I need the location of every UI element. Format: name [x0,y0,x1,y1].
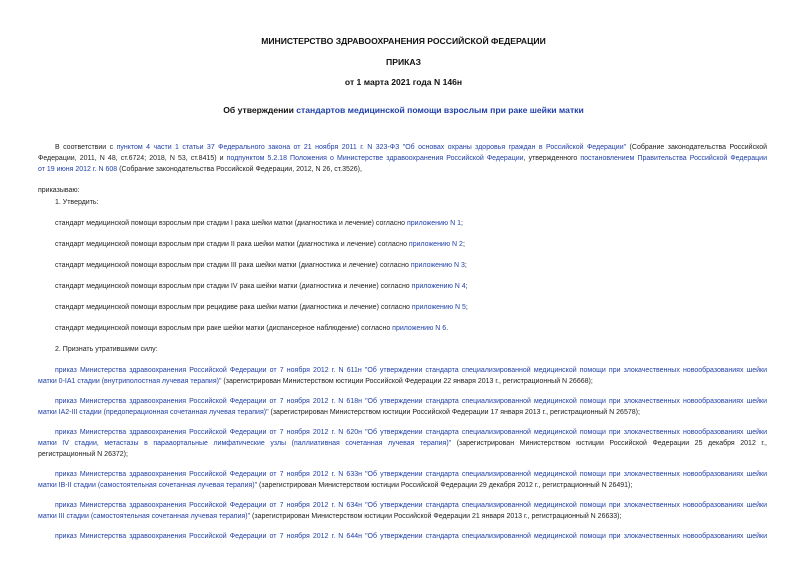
standard-text: стандарт медицинской помощи взрослым при стадии IV рака шейки матки (диагностика и лечение) согласно [55,283,412,290]
preamble-text: , утвержденного [523,155,581,162]
repealed-order-2-line-1[interactable] [55,396,767,407]
punct: ; [461,220,463,227]
standard-text: стандарт медицинской помощи взрослым при раке шейки матки (диспансерное наблюдение) согласно [55,325,393,332]
order-644n-link[interactable]: приказ Министерства здравоохранения Российской Федерации от 7 ноября 2012 г. N 644н "Об утверждении стандарта специализированной медицинской помощи при злокачественных новообразованиях шейки [55,533,767,540]
registration-text: (зарегистрирован Министерством юстиции Российской Федерации 21 января 2013 г., регистрационный N 26633); [250,513,622,520]
order-618n-link[interactable]: приказ Министерства здравоохранения Российской Федерации от 7 ноября 2012 г. N 618н "Об утверждении стандарта специализированной медицинской помощи при злокачественных новообразованиях шейки [55,398,767,405]
order-633n-link[interactable]: приказ Министерства здравоохранения Российской Федерации от 7 ноября 2012 г. N 633н "Об утверждении стандарта специализированной медицинской помощи при злокачественных новообразованиях шейки [55,471,767,478]
repealed-order-5-line-2 [38,511,621,522]
punct: ; [464,262,467,269]
order-611n-link-cont[interactable]: матки 0-IA1 стадии (внутриполостная лучевая терапия)" [38,378,222,385]
repealed-order-3-line-1[interactable] [55,427,767,438]
repealed-order-6-line-1[interactable] [55,531,767,542]
appendix-2-link[interactable]: приложению N 2 [408,241,463,248]
punct: ; [465,283,468,290]
punct: ; [462,241,465,248]
appendix-6-link[interactable]: приложению N 6 [392,325,447,332]
preamble-text: (Собрание законодательства Российской Федерации, 2012, N 26, ст.3526), [117,166,362,173]
standard-text: стандарт медицинской помощи взрослым при стадии II рака шейки матки (диагностика и лечение) согласно [55,241,409,248]
preamble-line-3 [38,164,362,175]
standard-item [55,281,468,292]
standard-item [55,302,468,313]
order-620n-link[interactable]: приказ Министерства здравоохранения Российской Федерации от 7 ноября 2012 г. N 620н "Об утверждении стандарта специализированной медицинской помощи при злокачественных новообразованиях шейки [55,429,767,436]
appendix-3-link[interactable]: приложению N 3 [410,262,465,269]
preamble-text: (Собрание законодательства Российской [626,144,768,151]
punct: . [446,325,449,332]
repealed-order-1-line-2 [38,376,593,387]
order-620n-link-cont[interactable]: матки IV стадии, метастазы в парааортальные лимфатические узлы (паллиативная сочетанная лучевая терапия)" [38,440,452,447]
title-prefix: Об утверждении [223,105,297,115]
law-323-link[interactable]: пунктом 4 части 1 статьи 37 Федерального закона от 21 ноября 2011 г. N 323-ФЗ "Об основах охраны здоровья граждан в Российской Федерации" [116,144,627,151]
regulation-link[interactable]: подпунктом 5.2.18 Положения о Министерстве здравоохранения Российской Федерации [226,155,524,162]
preamble-text: Федерации, 2011, N 48, ст.6724; 2018, N 53, ст.8415) и [38,155,227,162]
repealed-order-2-line-2 [38,407,640,418]
preamble-text: В соответствии с [55,144,117,151]
doc-type-heading: ПРИКАЗ [386,57,421,67]
decree-608-link[interactable]: от 19 июня 2012 г. N 608 [38,166,118,173]
repealed-order-4-line-1[interactable] [55,469,767,480]
repealed-order-4-line-2 [38,480,632,491]
order-634n-link-cont[interactable]: матки III стадии (самостоятельная сочетанная лучевая терапия)" [38,513,251,520]
order-634n-link[interactable]: приказ Министерства здравоохранения Российской Федерации от 7 ноября 2012 г. N 634н "Об утверждении стандарта специализированной медицинской помощи при злокачественных новообразованиях шейки [55,502,767,509]
item-2-text: 2. Признать утратившими силу: [55,346,158,353]
order-611n-link[interactable]: приказ Министерства здравоохранения Российской Федерации от 7 ноября 2012 г. N 611н "Об утверждении стандарта специализированной медицинской помощи при злокачественных новообразованиях шейки [55,367,767,374]
order-633n-link-cont[interactable]: матки IB-II стадии (самостоятельная сочетанная лучевая терапия)" [38,482,258,489]
ministry-heading: МИНИСТЕРСТВО ЗДРАВООХРАНЕНИЯ РОССИЙСКОЙ ФЕДЕРАЦИИ [261,36,546,46]
prikazyvayu-text: приказываю: [38,187,80,194]
appendix-1-link[interactable]: приложению N 1 [406,220,461,227]
repealed-order-5-line-1[interactable] [55,500,767,511]
order-618n-link-cont[interactable]: матки IA2-III стадии (предоперационная сочетанная лучевая терапия)" [38,409,269,416]
document-title [0,105,807,116]
standard-item [55,323,448,334]
title-link[interactable]: стандартов медицинской помощи взрослым при раке шейки матки [296,105,584,115]
registration-text: (зарегистрирован Министерством юстиции Российской Федерации 17 января 2013 г., регистрационный N 26578); [268,409,640,416]
standard-text: стандарт медицинской помощи взрослым при рецидиве рака шейки матки (диагностика и лечение) согласно [55,304,412,311]
repealed-order-3-line-2 [38,438,767,449]
repealed-order-3-line-3: регистрационный N 26372); [38,451,128,458]
registration-text: (зарегистрирован Министерством юстиции Российской Федерации 22 января 2013 г., регистрационный N 26668); [221,378,593,385]
punct: ; [465,304,468,311]
standard-text: стандарт медицинской помощи взрослым при стадии I рака шейки матки (диагностика и лечение) согласно [55,220,407,227]
government-decree-link[interactable]: постановлением Правительства Российской Федерации [580,155,768,162]
item-1-text: 1. Утвердить: [55,199,99,206]
registration-text: (зарегистрирован Министерством юстиции Российской Федерации 29 декабря 2012 г., регистрационный N 26491); [257,482,633,489]
standard-item [55,260,467,271]
standard-item [55,239,465,250]
appendix-4-link[interactable]: приложению N 4 [411,283,466,290]
registration-text: (зарегистрирован Министерством юстиции Российской Федерации 25 декабря 2012 г., [451,440,767,447]
repealed-order-1-line-1[interactable] [55,365,767,376]
standard-text: стандарт медицинской помощи взрослым при стадии III рака шейки матки (диагностика и лечение) согласно [55,262,411,269]
standard-item [55,218,463,229]
preamble-line-2 [38,153,767,164]
appendix-5-link[interactable]: приложению N 5 [411,304,466,311]
date-number-heading: от 1 марта 2021 года N 146н [344,77,463,87]
preamble-line-1 [55,142,767,153]
